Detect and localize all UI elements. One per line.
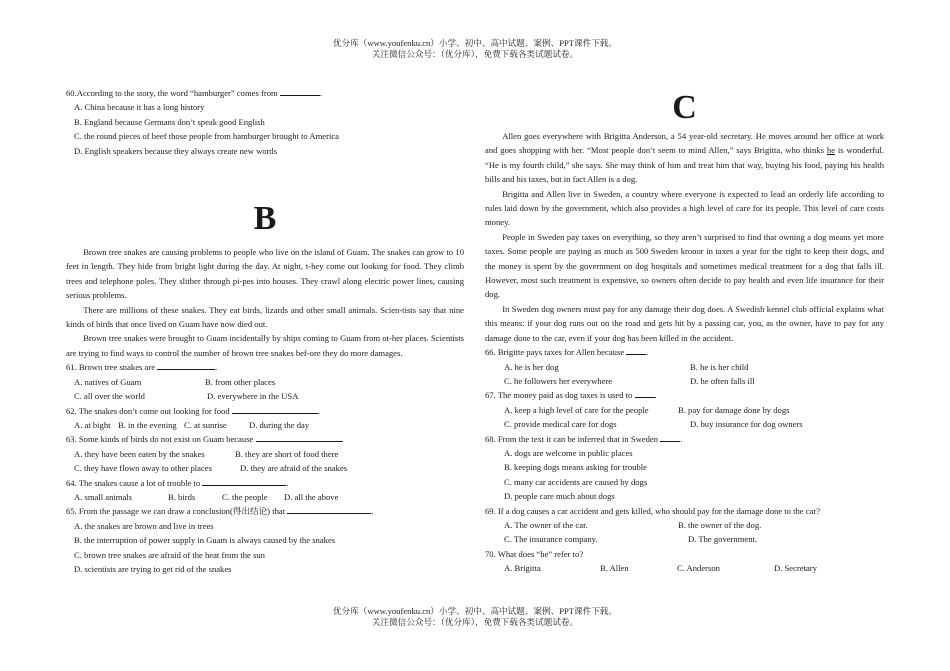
section-c-paragraph-3: People in Sweden pay taxes on everything, so they aren’t surprised to find that owning a dog means yet more taxes. Some people are paying as much as 500 Sweden kronor in taxes a year for the right to keep their dogs, and the money is spent by the government on dog hospitals and sometimes medical treatment for a dog that falls ill. However, most such treatment is expensive, so owners often decide to pay health and even life insurance for their dog. bbox=[485, 231, 884, 300]
question-63-option-a: A. they have been eaten by the snakes bbox=[74, 448, 205, 459]
question-63-options-row1 bbox=[66, 447, 464, 461]
question-68-option-a: A. dogs are welcome in public places bbox=[504, 447, 633, 458]
question-62-option-c: C. at sunrise bbox=[184, 419, 227, 430]
question-67-stem: 67. The money paid as dog taxes is used to . bbox=[485, 390, 657, 401]
header-banner-line1: 优分库（www.youfenku.cn）小学、初中、高中试题、案例、PPT课件下载。 bbox=[333, 38, 617, 48]
question-63-option-b: B. they are short of food there bbox=[235, 448, 339, 459]
question-61-option-a: A. natives of Guam bbox=[74, 376, 142, 387]
section-c-paragraph-1: Allen goes everywhere with Brigitta Anderson, a 54 year-old secretary. He moves around her office at work and goes shopping with her. “Most people don’t seem to mind Allen,” says Brigitta, who thinks he is wonderful. “He is my fourth child,” she says. She may think of him and treat him that way, buying his food, paying his health bills and his taxes, but in fact Allen is a dog. bbox=[485, 131, 885, 185]
question-69-option-c: C. The insurance company. bbox=[504, 534, 598, 545]
question-60-stem: 60.According to the story, the word “hamburger” comes from . bbox=[66, 88, 322, 98]
section-b-paragraph-1: Brown tree snakes are causing problems to people who live on the island of Guam. The snakes can grow to 10 feet in length. They hide from bright light during the day. At night, t-hey come out looking for food. They climb trees and telephone poles. They slither through pi-pes into houses. They crawl along electric power lines, causing serious problems. bbox=[66, 247, 464, 301]
question-70-option-b: B. Allen bbox=[600, 563, 629, 574]
footer-banner bbox=[0, 606, 950, 628]
question-67-option-c: C. provide medical care for dogs bbox=[504, 419, 617, 430]
question-69-option-a: A. The owner of the car. bbox=[504, 519, 588, 530]
underlined-word-he: he bbox=[826, 145, 836, 156]
question-66-options-row1 bbox=[485, 360, 884, 374]
question-68-option-c: C. many car accidents are caused by dogs bbox=[504, 476, 648, 487]
question-66-options-row2 bbox=[485, 374, 884, 388]
left-column bbox=[66, 86, 464, 576]
question-64-options bbox=[66, 490, 464, 504]
question-64-option-a: A. small animals bbox=[74, 491, 132, 502]
question-65-option-b: B. the interruption of power supply in Guam is always caused by the snakes bbox=[74, 535, 336, 546]
question-66-option-d: D. he often falls ill bbox=[690, 375, 755, 386]
question-70-option-c: C. Anderson bbox=[677, 563, 720, 574]
section-b-heading: B bbox=[253, 200, 277, 238]
question-66-option-c: C. he followers her everywhere bbox=[504, 375, 613, 386]
question-69-option-b: B. the owner of the dog. bbox=[678, 519, 762, 530]
question-69-options-row2 bbox=[485, 532, 884, 546]
question-61-option-c: C. all over the world bbox=[74, 391, 145, 402]
question-65-option-d: D. scientists are trying to get rid of the snakes bbox=[74, 563, 232, 574]
question-66-option-b: B. he is her child bbox=[690, 361, 749, 372]
question-67-options-row2 bbox=[485, 417, 884, 431]
question-62-option-d: D. during the day bbox=[249, 419, 310, 430]
question-61-stem: 61. Brown tree snakes are . bbox=[66, 362, 218, 373]
question-64-option-c: C. the people bbox=[222, 491, 268, 502]
section-c-paragraph-2: Brigitta and Allen live in Sweden, a country where everyone is expected to lead an orderly life according to rules laid down by the government, which also provides a high level of care for its people. This level of care costs money. bbox=[485, 188, 884, 228]
question-64-stem: 64. The snakes cause a lot of trouble to . bbox=[66, 477, 289, 488]
question-60-option-b: B. England because Germans don’t speak good English bbox=[74, 116, 265, 127]
section-b-paragraph-3: Brown tree snakes were brought to Guam incidentally by ships coming to Guam from ot-her places. Scientists are trying to find ways to control the number of brown tree snakes bef-ore they do more damages. bbox=[66, 333, 464, 358]
question-64-option-b: B. birds bbox=[168, 491, 196, 502]
question-62-stem: 62. The snakes don’t come out looking for food . bbox=[66, 405, 320, 416]
question-64-option-d: D. all the above bbox=[284, 491, 339, 502]
question-66-option-a: A. he is her dog bbox=[504, 361, 559, 372]
footer-banner-line1: 优分库（www.youfenku.cn）小学、初中、高中试题、案例、PPT课件下载。 bbox=[333, 606, 617, 616]
section-c-heading: C bbox=[672, 89, 697, 126]
question-61-options-row1 bbox=[66, 375, 464, 389]
question-70-option-a: A. Brigitta bbox=[504, 563, 541, 574]
header-banner-line2: 关注微信公众号：（优分库），免费下载各类试题试卷。 bbox=[371, 49, 579, 59]
question-63-options-row2 bbox=[66, 461, 464, 475]
question-62-option-b: B. in the evening bbox=[118, 419, 177, 430]
question-67-option-b: B. pay for damage done by dogs bbox=[678, 404, 790, 415]
question-60-option-d: D. English speakers because they always create new words bbox=[74, 145, 278, 156]
section-c-paragraph-4: In Sweden dog owners must pay for any damage their dog does. A Swedish kennel club official explains what this means: if your dog runs out on the road and gets hit by a passing car, you, as the owner, have to pay for any damage done to the car, even if your dog has been killed in the accident. bbox=[485, 303, 884, 343]
question-69-options-row1 bbox=[485, 518, 884, 532]
question-60-option-a: A. China because it has a long history bbox=[74, 102, 205, 113]
question-67-options-row1 bbox=[485, 403, 884, 417]
question-61-option-b: B. from other places bbox=[205, 376, 276, 387]
question-70-stem: 70. What does “he” refer to? bbox=[485, 548, 584, 559]
question-62-option-a: A. at bight bbox=[74, 419, 111, 430]
right-column bbox=[485, 86, 884, 576]
question-65-option-c: C. brown tree snakes are afraid of the heat from the sun bbox=[74, 549, 265, 560]
question-63-option-d: D. they are afraid of the snakes bbox=[240, 463, 348, 474]
question-69-stem: 69. If a dog causes a car accident and gets killed, who should pay for the damage done to the car? bbox=[485, 505, 821, 516]
question-70-options bbox=[485, 561, 884, 575]
question-65-option-a: A. the snakes are brown and live in trees bbox=[74, 520, 214, 531]
section-b-paragraph-2: There are millions of these snakes. They eat birds, lizards and other small animals. Scien-tists say that nine kinds of birds that once lived on Guam have now died out. bbox=[66, 304, 464, 330]
question-70-option-d: D. Secretary bbox=[774, 563, 817, 574]
question-63-stem: 63. Some kinds of birds do not exist on Guam because . bbox=[66, 434, 344, 445]
question-69-option-d: D. The government. bbox=[688, 534, 758, 545]
question-62-options bbox=[66, 418, 464, 432]
question-63-option-c: C. they have flown away to other places bbox=[74, 463, 212, 474]
question-68-option-b: B. keeping dogs means asking for trouble bbox=[504, 462, 647, 473]
question-66-stem: 66. Brigitte pays taxes for Allen because . bbox=[485, 347, 649, 358]
question-61-option-d: D. everywhere in the USA bbox=[207, 391, 299, 402]
header-banner bbox=[0, 38, 950, 60]
question-60-option-c: C. the round pieces of beef those people from hamburger brought to America bbox=[74, 131, 339, 142]
question-61-options-row2 bbox=[66, 389, 464, 403]
footer-banner-line2: 关注微信公众号：（优分库），免费下载各类试题试卷。 bbox=[371, 617, 579, 627]
question-67-option-d: D. buy insurance for dog owners bbox=[690, 419, 803, 430]
question-68-option-d: D. people care much about dogs bbox=[504, 491, 615, 502]
question-65-stem: 65. From the passage we can draw a conclusion(得出结论) that . bbox=[66, 506, 374, 517]
question-67-option-a: A. keep a high level of care for the people bbox=[504, 404, 649, 415]
question-68-stem: 68. From the text it can be inferred that in Sweden . bbox=[485, 433, 683, 444]
